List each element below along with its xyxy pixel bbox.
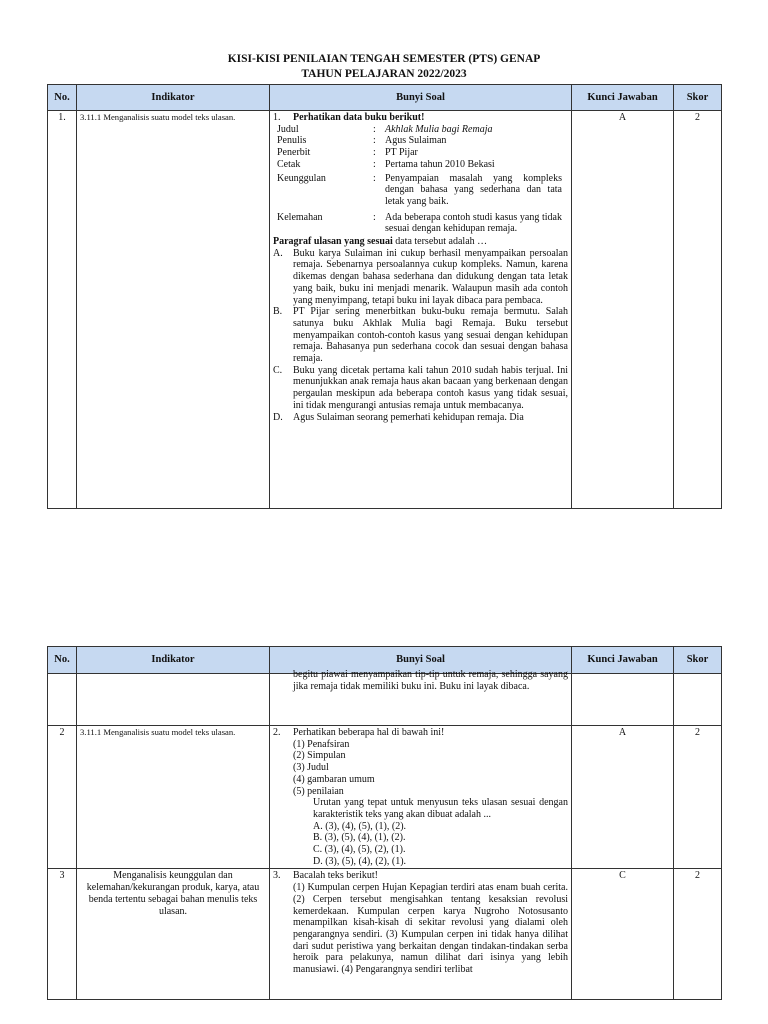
row-indikator: 3.11.1 Menganalisis suatu model teks ulasan. <box>77 726 270 869</box>
option-d: D. (3), (5), (4), (2), (1). <box>313 855 407 867</box>
header-bunyi-soal: Bunyi Soal <box>270 85 572 111</box>
field-label: Cetak <box>277 158 301 170</box>
question-number: 1. <box>273 112 281 123</box>
question-text: Urutan yang tepat untuk menyusun teks ulasan sesuai dengan karakteristik teks yang akan dibuat adalah ... <box>313 797 568 820</box>
header-no: No. <box>48 85 77 111</box>
option-a: A. Buku karya Sulaiman ini cukup berhasil menyampaikan persoalan remaja. Sebenarnya persoalannya cukup kompleks. Namun, karena dikemas dengan bahasa sederhana dan didukung dengan tata letak yang baik, buku ini menjadi menarik. Walaupun masih ada contoh yang menyimpang, tetapi buku ini layak dibaca para pembaca. <box>273 247 568 306</box>
question-text: Paragraf ulasan yang sesuai data tersebut adalah … <box>273 236 488 248</box>
row-bunyi-soal <box>270 726 572 869</box>
question-number: 2. <box>273 727 281 738</box>
option-b: B. PT Pijar sering menerbitkan buku-buku remaja bermutu. Salah satunya buku Akhlak Mulia bagi Remaja. Buku tersebut menyampaikan contoh-contoh kasus yang sesuai dengan kehidupan remaja. Bahasanya pun sederhana cocok dan sesuai dengan bahasa remaja. <box>273 306 568 365</box>
field-label: Penulis <box>277 135 307 147</box>
row-no: 3 <box>48 869 77 1000</box>
row-kunci: A <box>572 726 674 869</box>
list-item: (3) Judul <box>293 762 329 774</box>
question-instruction: Perhatikan data buku berikut! <box>293 112 425 123</box>
table-row <box>48 869 722 1000</box>
field-value: Pertama tahun 2010 Bekasi <box>385 158 495 170</box>
row-indikator: Menganalisis keunggulan dan kelemahan/kekurangan produk, karya, atau benda tertentu sebagai bahan menulis teks ulasan. <box>77 869 270 1000</box>
kisi-kisi-table-1 <box>47 84 722 509</box>
kisi-kisi-table-2 <box>47 646 722 1000</box>
header-indikator: Indikator <box>77 85 270 111</box>
list-item: (4) gambaran umum <box>293 773 375 785</box>
row-kunci: A <box>572 111 674 509</box>
row-bunyi-soal <box>270 669 572 726</box>
header-skor: Skor <box>674 647 722 674</box>
field-label: Penerbit <box>277 147 311 159</box>
document-subtitle: TAHUN PELAJARAN 2022/2023 <box>301 68 467 80</box>
header-bunyi-soal: Bunyi Soal <box>270 647 572 674</box>
header-skor: Skor <box>674 85 722 111</box>
list-item: (2) Simpulan <box>293 750 346 762</box>
row-bunyi-soal <box>270 869 572 1000</box>
question-instruction: Perhatikan beberapa hal di bawah ini! <box>293 727 445 738</box>
field-value: Agus Sulaiman <box>385 135 447 147</box>
list-item: (1) Penafsiran <box>293 738 350 750</box>
header-no: No. <box>48 647 77 674</box>
continuation-text: begitu piawai menyampaikan tip-tip untuk remaja, sehingga sayang jika remaja tidak memiliki buku ini. Buku ini layak dibaca. <box>293 669 568 692</box>
option-c: C. Buku yang dicetak pertama kali tahun 2010 sudah habis terjual. Ini menunjukkan anak remaja haus akan bacaan yang berkenaan dengan pergaulan meskipun ada beberapa contoh kasus yang tidak sesuai, ini tidak mengurangi antusias remaja untuk membacanya. <box>273 364 568 411</box>
question-number: 3. <box>273 870 281 882</box>
header-indikator: Indikator <box>77 647 270 674</box>
row-bunyi-soal: 1. Perhatikan data buku berikut! Judul : Akhlak Mulia bagi Remaja Penulis : Agus Sulaiman Penerbit : PT Pijar Cetak : Pertama tahun 2010 Bekasi Keunggulan : Penyampaian masalah yang kompleks dengan bahasa yang sederhana dan tata letak yang baik. Kelemahan : Ada beberapa contoh studi kasus yang tidak sesuai dengan kehidupan remaja. Paragraf ulasan yang sesuai data tersebut adalah … A. Buku karya Sulaiman ini cukup berhasil menyampaikan persoalan remaja. Sebenarnya persoalannya cukup kompleks. Namun, karena dikemas dengan bahasa sederhana dan didukung dengan tata letak yang baik, buku ini menjadi menarik. Walaupun masih ada contoh yang menyimpang, tetapi buku ini layak dibaca para pembaca. B. PT Pijar sering menerbitkan buku-buku remaja bermutu. Salah satunya buku Akhlak Mulia bagi Remaja. Buku tersebut menyampaikan contoh-contoh kasus yang sesuai dengan kehidupan remaja. Bahasanya pun sederhana cocok dan sesuai dengan bahasa remaja. C. Buku yang dicetak pertama kali tahun 2010 sudah habis terjual. Ini menunjukkan anak remaja haus akan bacaan yang berkenaan dengan pergaulan meskipun ada beberapa contoh kasus yang tidak sesuai, ini tidak mengurangi antusias remaja untuk membacanya. D. Agus Sulaiman seorang pemerhati kehidupan remaja. Dia <box>270 111 572 509</box>
header-kunci: Kunci Jawaban <box>572 647 674 674</box>
row-skor: 2 <box>674 111 722 509</box>
table-row <box>48 674 722 726</box>
row-indikator: 3.11.1 Menganalisis suatu model teks ulasan. <box>77 111 270 509</box>
field-value: PT Pijar <box>385 147 418 159</box>
field-value: Ada beberapa contoh studi kasus yang tidak sesuai dengan kehidupan remaja. <box>385 211 562 235</box>
field-label: Keunggulan <box>277 172 326 184</box>
question-instruction: Bacalah teks berikut! <box>293 870 378 882</box>
list-item: (5) penilaian <box>293 785 344 797</box>
option-c: C. (3), (4), (5), (2), (1). <box>313 844 406 856</box>
option-b: B. (3), (5), (4), (1), (2). <box>313 832 406 844</box>
reading-text: (1) Kumpulan cerpen Hujan Kepagian terdiri atas enam buah cerita. (2) Cerpen tersebut mengisahkan tentang kesaksian revolusi kemerdekaan. Kumpulan cerpen karya Nugroho Notosusanto menampilkan kisah-kisah di sekitar revolusi yang dialami oleh pengarangnya sendiri. (3) Kumpulan cerpen ini tidak hanya dilihat dari sudut peristiwa yang berkaitan dengan tindakan-tindakan serba heroik para pelakunya, namun dilihat dari isinya yang lebih manusiawi. (4) Pengarangnya sendiri terlibat <box>293 882 568 976</box>
row-kunci: C <box>572 869 674 1000</box>
table-row <box>48 111 722 509</box>
header-kunci: Kunci Jawaban <box>572 85 674 111</box>
option-d: D. Agus Sulaiman seorang pemerhati kehidupan remaja. Dia <box>273 411 524 423</box>
row-skor: 2 <box>674 726 722 869</box>
field-label: Kelemahan <box>277 211 323 223</box>
field-value: Penyampaian masalah yang kompleks dengan bahasa yang sederhana dan tata letak yang baik. <box>385 172 562 207</box>
row-skor: 2 <box>674 869 722 1000</box>
document-title: KISI-KISI PENILAIAN TENGAH SEMESTER (PTS) GENAP <box>227 53 541 65</box>
field-label: Judul <box>277 123 299 135</box>
option-a: A. (3), (4), (5), (1), (2). <box>313 820 407 832</box>
table-row <box>48 726 722 869</box>
row-no: 1. <box>48 111 77 509</box>
field-value: Akhlak Mulia bagi Remaja <box>385 123 493 135</box>
row-no: 2 <box>48 726 77 869</box>
